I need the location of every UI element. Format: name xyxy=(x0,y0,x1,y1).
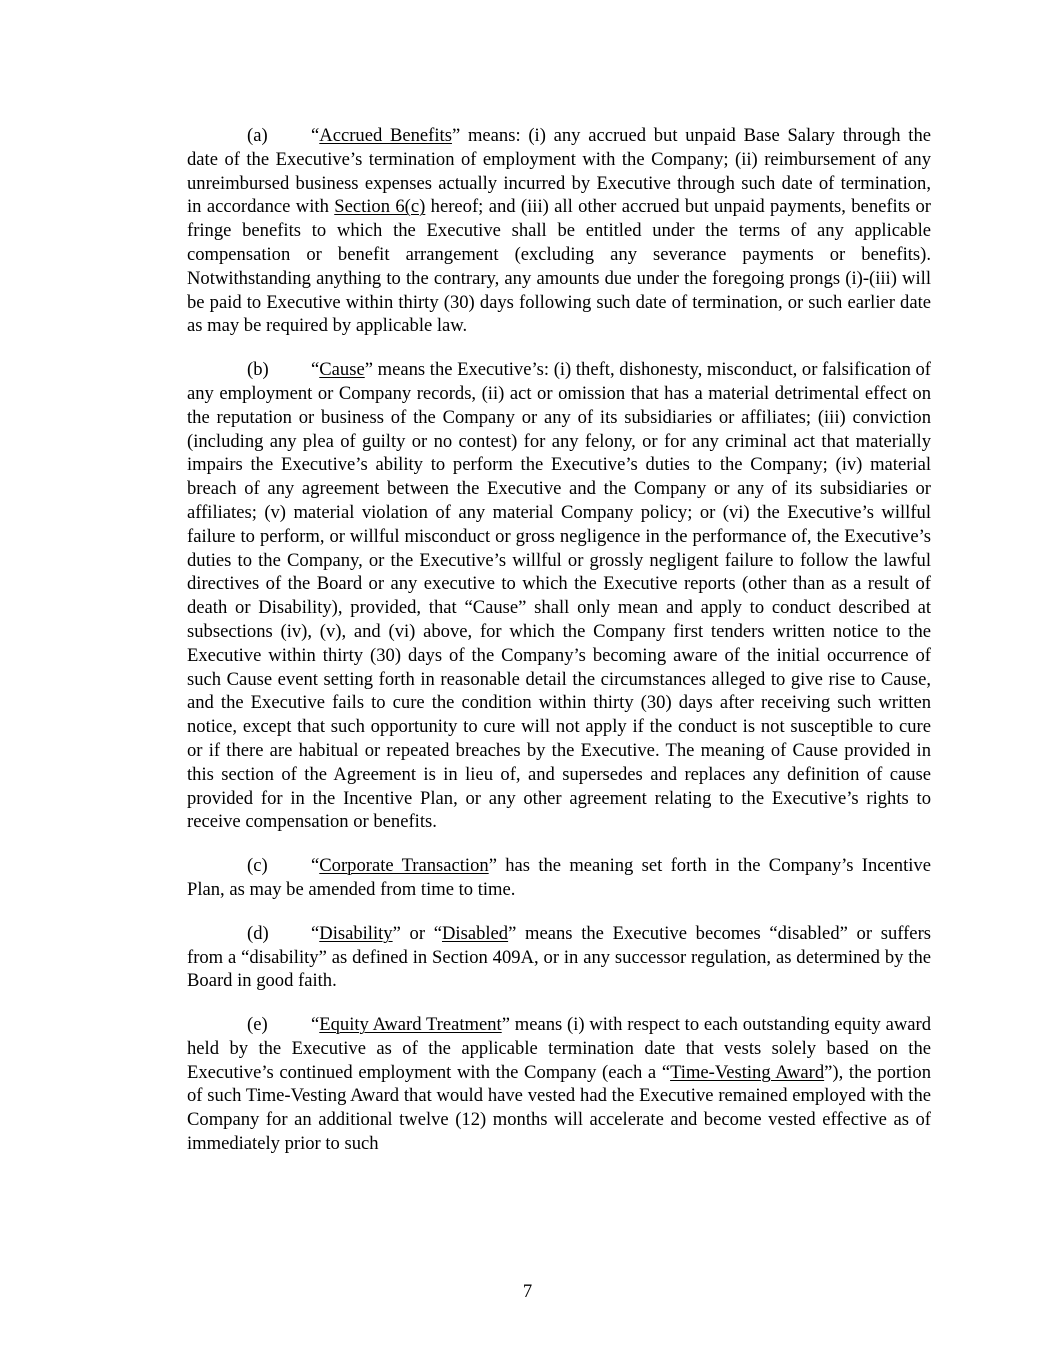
paragraph-text: ” means the Executive’s: (i) theft, dishonesty, misconduct, or falsification of any employment or Company records, (ii) act or omission that has a material detrimental effect on the reputation or business of the Company or any of its subsidiaries or affiliates; (iii) conviction (including any plea of guilty or no contest) for any felony, or for any criminal act that materially impairs the Executive’s ability to perform the Executive’s duties to the Company; (iv) material breach of any agreement between the Executive and the Company or any of its subsidiaries or affiliates; (v) material violation of any material Company policy; or (vi) the Executive’s willful failure to perform, or willful misconduct or gross negligence in the performance of, the Executive’s duties to the Company, or the Executive’s willful or grossly negligent failure to follow the lawful directives of the Board or any executive to which the Executive reports (other than as a result of death or Disability), provided, that “Cause” shall only mean and apply to conduct described at subsections (iv), (v), and (vi) above, for which the Company first tenders written notice to the Executive within thirty (30) days of the Company’s becoming aware of the initial occurrence of such Cause event setting forth in reasonable detail the circumstances alleged to give rise to Cause, and the Executive fails to cure the condition within thirty (30) days after receiving such written notice, except that such opportunity to cure will not apply if the conduct is not susceptible to cure or if there are habitual or repeated breaches by the Executive. The meaning of Cause provided in this section of the Agreement is in lieu of, and supersedes and replaces any definition of cause provided for in the Incentive Plan, or any other agreement relating to the Executive’s rights to receive compensation or benefits. xyxy=(187,359,931,833)
defined-term: Disabled xyxy=(441,922,509,944)
defined-term: Accrued Benefits xyxy=(319,125,452,146)
paragraph-text: ” has the meaning set forth in the Company’s Incentive Plan, as may be amended from time to time. xyxy=(187,855,931,900)
defined-term: Disability xyxy=(319,922,393,944)
open-quote: “ xyxy=(311,855,320,877)
open-quote: “ xyxy=(311,125,320,146)
paragraph-number: (a) xyxy=(247,125,268,146)
paragraph-number: (e) xyxy=(247,1014,268,1036)
page-number: 7 xyxy=(522,1281,533,1302)
section-reference: Section 6(c) xyxy=(334,196,426,218)
open-quote: “ xyxy=(311,1014,320,1036)
paragraph-number: (c) xyxy=(247,855,268,877)
paragraph-text: ” or “ xyxy=(392,922,442,944)
paragraph-disability xyxy=(187,922,931,993)
document-body xyxy=(187,124,931,1176)
defined-term: Cause xyxy=(319,359,365,381)
defined-term: Corporate Transaction xyxy=(319,855,489,877)
paragraph-number: (b) xyxy=(247,359,269,381)
paragraph-corporate-transaction xyxy=(187,854,931,902)
paragraph-text: ” means: (i) any accrued but unpaid Base Salary through the date of the Executive’s termination of employment with the Company; (ii) reimbursement of any unreimbursed business expenses actually incurred by Executive through such date of termination, in accordance with xyxy=(187,125,931,218)
paragraph-text: ”), the portion of such Time-Vesting Award that would have vested had the Executive remained employed with the Company for an additional twelve (12) months will accelerate and become vested effective as of immediately prior to such xyxy=(187,1061,931,1155)
paragraph-accrued-benefits xyxy=(187,124,931,338)
paragraph-text: ” means the Executive becomes “disabled” or suffers from a “disability” as defined in Section 409A, or in any successor regulation, as determined by the Board in good faith. xyxy=(187,922,931,992)
paragraph-text: hereof; and (iii) all other accrued but unpaid payments, benefits or fringe benefits to which the Executive shall be entitled under the terms of any applicable compensation or benefit arrangement (excluding any severance payments or benefits). Notwithstanding anything to the contrary, any amounts due under the foregoing prongs (i)-(iii) will be paid to Executive within thirty (30) days following such date of termination, or such earlier date as may be required by applicable law. xyxy=(187,196,931,337)
open-quote: “ xyxy=(311,359,320,381)
defined-term: Time-Vesting Award xyxy=(670,1061,825,1083)
paragraph-number: (d) xyxy=(247,922,269,944)
paragraph-cause xyxy=(187,358,931,834)
defined-term: Equity Award Treatment xyxy=(319,1014,502,1036)
open-quote: “ xyxy=(311,922,320,944)
paragraph-equity-award-treatment xyxy=(187,1013,931,1156)
paragraph-text: ” means (i) with respect to each outstanding equity award held by the Executive as of the applicable termination date that vests solely based on the Executive’s continued employment with the Company (each a “ xyxy=(187,1014,931,1083)
